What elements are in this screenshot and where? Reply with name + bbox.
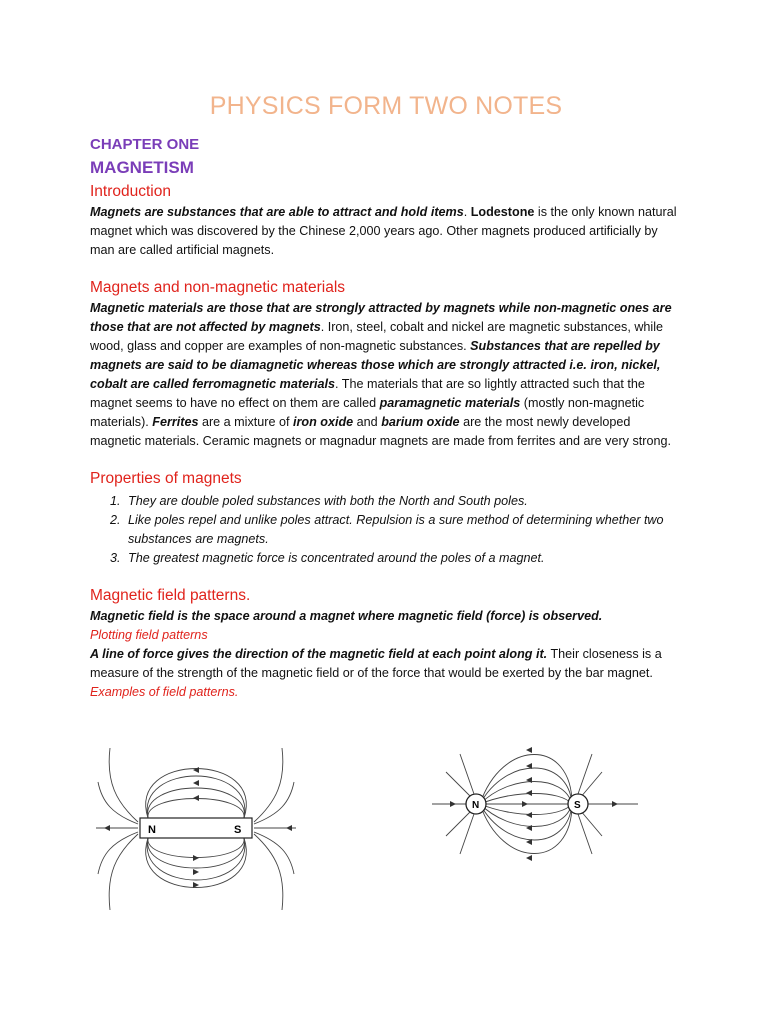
- content: [90, 92, 682, 702]
- unlike-poles-field-diagram: [432, 742, 642, 888]
- bar-magnet-field-diagram: [96, 742, 296, 918]
- materials-text-5: and: [353, 415, 382, 429]
- north-pole-label: N: [148, 824, 156, 836]
- materials-text-1: . Iron, steel, cobalt and nickel are magnetic substances, while wood, glass and copper are examples of non-magnetic substances.: [90, 320, 664, 353]
- intro-bold-1: Magnets are substances that are able to attract and hold items: [90, 205, 464, 219]
- line-of-force-bold: A line of force gives the direction of the magnetic field at each point along it.: [90, 647, 548, 661]
- field-definition: Magnetic field is the space around a magnet where magnetic field (force) is observed.: [90, 609, 603, 623]
- materials-bi-5: iron oxide: [292, 415, 354, 429]
- properties-list: [90, 492, 682, 568]
- north-pole-label: N: [472, 800, 480, 811]
- south-pole-label: S: [574, 800, 581, 811]
- properties-heading: Properties of magnets: [90, 470, 242, 487]
- line-of-force-paragraph: [90, 645, 682, 683]
- materials-text-4: are a mixture of: [198, 415, 293, 429]
- materials-bi-4: Ferrites: [152, 415, 199, 429]
- examples-subheading: Examples of field patterns.: [90, 685, 239, 699]
- list-item: 2. Like poles repel and unlike poles attract. Repulsion is a sure method of determining whether two substances are magnets.: [124, 511, 682, 549]
- materials-bi-1: Magnetic materials are those that are strongly attracted by magnets while non-magnetic ones are those that are not affected by magnets: [90, 301, 672, 334]
- page-title: PHYSICS FORM TWO NOTES: [209, 92, 563, 120]
- intro-heading: Introduction: [90, 183, 171, 200]
- materials-text-3: (mostly non-magnetic materials).: [90, 396, 645, 429]
- materials-bi-3: paramagnetic materials: [379, 396, 521, 410]
- materials-bi-2: Substances that are repelled by magnets are said to be diamagnetic whereas those which are strongly attracted i.e. iron, nickel, cobalt are called ferromagnetic materials: [90, 339, 661, 391]
- intro-paragraph: [90, 203, 682, 260]
- plotting-subheading: Plotting field patterns: [90, 628, 208, 642]
- list-item: 3. The greatest magnetic force is concentrated around the poles of a magnet.: [124, 549, 682, 568]
- chapter-heading: CHAPTER ONE: [90, 136, 200, 153]
- field-diagrams: [90, 742, 690, 922]
- field-heading: Magnetic field patterns.: [90, 587, 251, 604]
- materials-heading: Magnets and non-magnetic materials: [90, 279, 346, 296]
- intro-bold-lodestone: Lodestone: [470, 205, 535, 219]
- intro-dot: .: [463, 205, 471, 219]
- line-of-force-rest: Their closeness is a measure of the strength of the magnetic field or of the force that would be exerted by the bar magnet.: [90, 647, 662, 680]
- materials-paragraph: [90, 299, 682, 451]
- list-item: 1. They are double poled substances with both the North and South poles.: [124, 492, 682, 511]
- intro-rest: is the only known natural magnet which was discovered by the Chinese 2,000 years ago. Other magnets produced artificially by man are called artificial magnets.: [90, 205, 677, 257]
- materials-text-6: are the most newly developed magnetic materials. Ceramic magnets or magnadur magnets are made from ferrites and are very strong.: [90, 415, 671, 448]
- materials-bi-6: barium oxide: [381, 415, 460, 429]
- south-pole-label: S: [234, 824, 242, 836]
- materials-text-2: . The materials that are so lightly attracted such that the magnet seems to have no effect on them are called: [90, 377, 645, 410]
- topic-heading: MAGNETISM: [90, 158, 194, 177]
